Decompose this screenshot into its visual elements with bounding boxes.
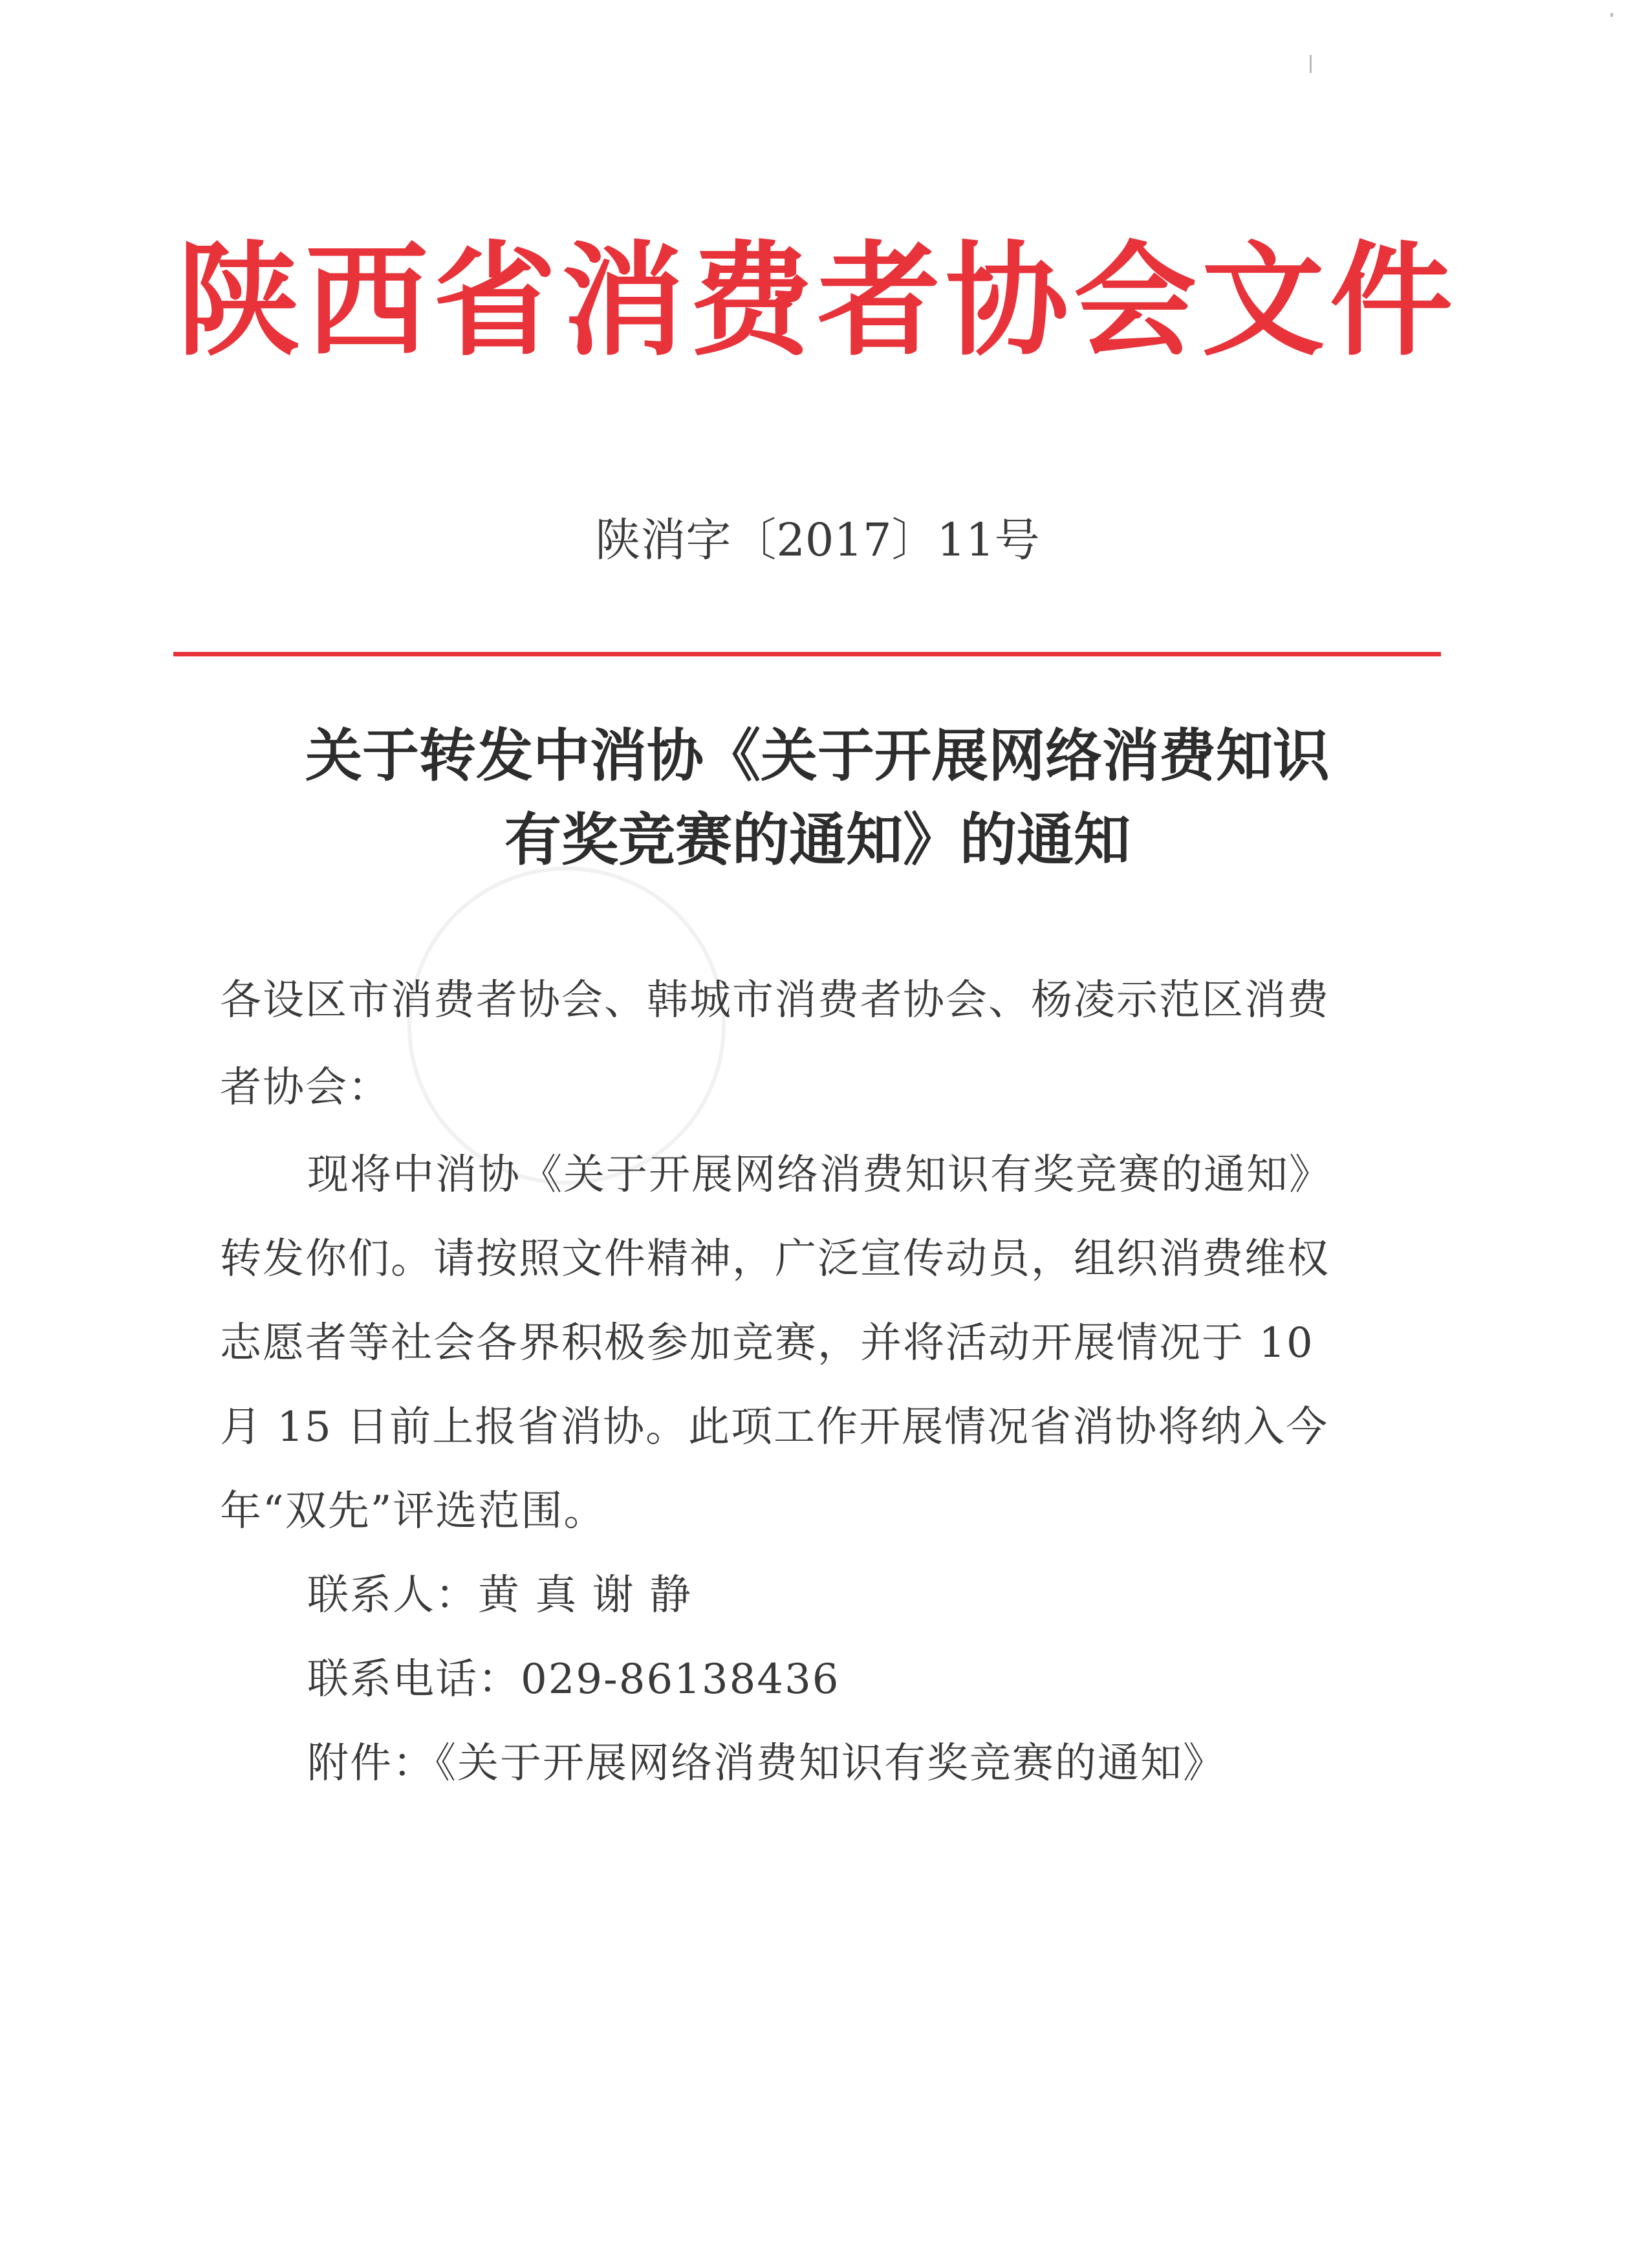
- org-title: 陕西省消费者协会文件: [177, 228, 1458, 373]
- document-heading-line-1: 关于转发中消协《关于开展网络消费知识: [305, 722, 1330, 789]
- document-number: 陕消字〔2017〕11号: [595, 513, 1040, 567]
- contact-person: 联系人：黄 真 谢 静: [307, 1571, 693, 1619]
- scan-speck: [1610, 13, 1613, 17]
- body-line: 现将中消协《关于开展网络消费知识有奖竞赛的通知》: [307, 1151, 1332, 1199]
- body-line: 各设区市消费者协会、韩城市消费者协会、杨凌示范区消费: [220, 977, 1330, 1024]
- contact-phone: 联系电话：029-86138436: [307, 1656, 840, 1703]
- body-line: 转发你们。请按照文件精神，广泛宣传动员，组织消费维权: [220, 1235, 1330, 1283]
- scan-speck: [1310, 55, 1312, 73]
- body-line: 者协会：: [220, 1064, 391, 1112]
- body-line: 志愿者等社会各界积极参加竞赛，并将活动开展情况于 10: [220, 1319, 1314, 1367]
- body-line: 年“双先”评选范围。: [220, 1487, 607, 1535]
- red-divider: [173, 652, 1441, 656]
- body-line: 月 15 日前上报省消协。此项工作开展情况省消协将纳入今: [220, 1403, 1329, 1451]
- document-heading-line-2: 有奖竞赛的通知》的通知: [504, 806, 1131, 873]
- faded-stamp: [407, 867, 726, 1185]
- attachment-line: 附件：《关于开展网络消费知识有奖竞赛的通知》: [307, 1740, 1226, 1787]
